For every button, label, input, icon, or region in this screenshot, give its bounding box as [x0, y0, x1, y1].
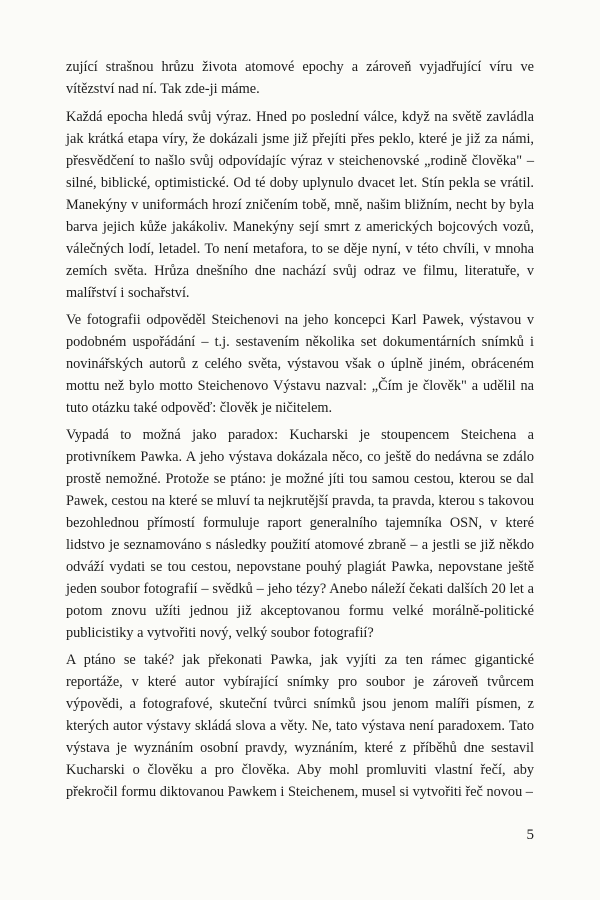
paragraph-2: Každá epocha hledá svůj výraz. Hned po poslední válce, když na světě zavládla jak krátká etapa víry, že dokázali jsme již přejíti přes peklo, které je již za námi, přesvědčení to našlo svůj odpovídajíc výraz v steichenovské „rodině člověka" – silné, biblické, optimistické. Od té doby uplynulo dvacet let. Stín pekla se vrátil. Manekýny v uniformách hrozí zničením tobě, mně, našim bližním, necht by byla barva jejich kůže jakákoliv. Manekýny sejí smrt z amerických bojcových vozů, válečných lodí, letadel. To není metafora, to se děje nyní, v této chvíli, v mnoha zemích světa. Hrůza dnešního dne nachází svůj odraz ve filmu, literatuře, v malířství i sochařství.: [66, 109, 534, 301]
paragraph-4: Vypadá to možná jako paradox: Kucharski je stoupencem Steichena a protivníkem Pawka. A jeho výstava dokázala něco, co ještě do nedávna se zdálo prostě nemožné. Protože se ptáno: je možné jíti tou samou cestou, kterou se dal Pawek, cestou na které se mluví ta nejkrutější pravda, ta pravda, kterou s takovou bezohlednou přímostí formuluje raport generalního tajemníka OSN, v které lidstvo je seznamováno s následky použití atomové zbraně – a jestli se již někdo odváží vydati se tou cestou, nepovstane pouhý plagiát Pawka, nepovstane ještě jeden soubor fotografií – svědků – jeho tézy? Anebo náleží čekati dalších 20 let a potom znovu užíti jednou již akceptovanou formu velké morálně-politické publicistiky a vytvořiti nový, velký soubor fotografií?: [66, 427, 534, 641]
paragraph-1: zující strašnou hrůzu života atomové epochy a zároveň vyjadřující víru ve vítězství nad ní. Tak zde-ji máme.: [66, 59, 534, 97]
page-number: 5: [526, 827, 534, 843]
body-text: [66, 56, 534, 803]
paragraph-3: Ve fotografii odpověděl Steichenovi na jeho koncepci Karl Pawek, výstavou v podobném uspořádání – t.j. sestavením několika set dokumentárních snímků i novinářských autorů z celého světa, výstavou však o úplně jiném, obráceném mottu než bylo motto Steichenovo Výstavu nazval: „Čím je člověk" a udělil na tuto otázku také odpověď: člověk je ničitelem.: [66, 312, 534, 416]
paragraph-5: A ptáno se také? jak překonati Pawka, jak vyjíti za ten rámec gigantické reportáže, v které autor vybírající snímky pro soubor je zároveň tvůrcem výpovědi, a fotografové, skuteční tvůrci snímků jsou jenom malíři písmen, z kterých autor výstavy skládá slova a věty. Ne, tato výstava není paradoxem. Tato výstava je wyznáním osobní pravdy, wyznáním, které z příběhů dne sestavil Kucharski o člověku a pro člověka. Aby mohl promluviti vlastní řečí, aby překročil formu diktovanou Pawkem i Steichenem, musel si vytvořiti řeč novou –: [66, 652, 534, 800]
